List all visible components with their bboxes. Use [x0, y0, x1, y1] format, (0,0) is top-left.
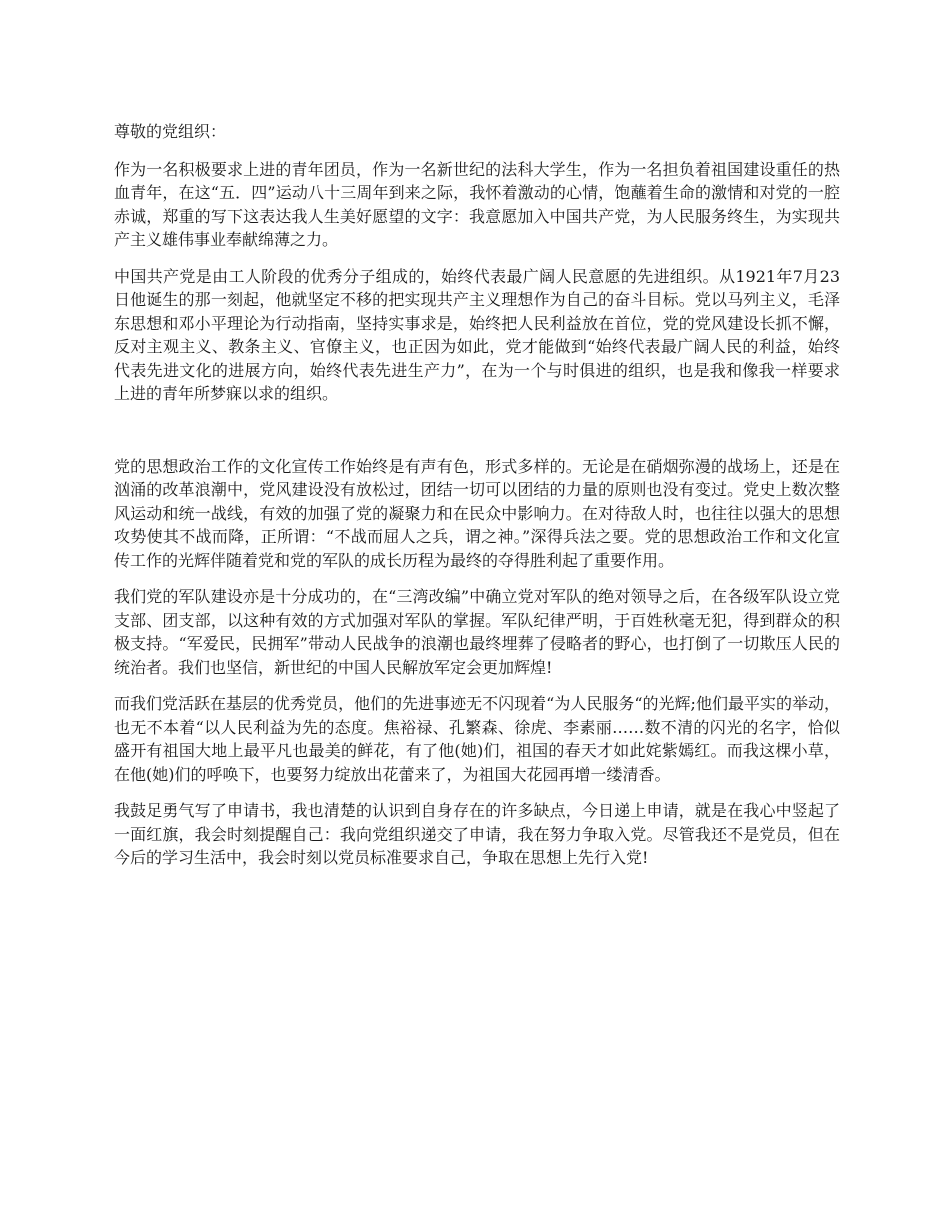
paragraph-party-description: 中国共产党是由工人阶段的优秀分子组成的，始终代表最广阔人民意愿的先进组织。从1921年7月23日他诞生的那一刻起，他就坚定不移的把实现共产主义理想作为自己的奋斗目标。党以马列主义，毛泽东思想和邓小平理论为行动指南，坚持实事求是，始终把人民利益放在首位，党的党风建设长抓不懈，反对主观主义、教条主义、官僚主义，也正因为如此，党才能做到“始终代表最广阔人民的利益，始终代表先进文化的进展方向，始终代表先进生产力”，在为一个与时俱进的组织，也是我和像我一样要求上进的青年所梦寐以求的组织。	[114, 266, 840, 403]
letter-document	[114, 120, 840, 883]
section-gap	[114, 419, 840, 455]
paragraph-army-building: 我们党的军队建设亦是十分成功的，在“三湾改编”中确立党对军队的绝对领导之后，在各级军队设立党支部、团支部，以这种有效的方式加强对军队的掌握。军队纪律严明，于百姓秋毫无犯，得到群众的积极支持。“军爱民，民拥军”带动人民战争的浪潮也最终埋葬了侵略者的野心，也打倒了一切欺压人民的统治者。我们也坚信，新世纪的中国人民解放军定会更加辉煌!	[114, 587, 840, 677]
paragraph-ideological-work: 党的思想政治工作的文化宣传工作始终是有声有色，形式多样的。无论是在硝烟弥漫的战场上，还是在汹涌的改革浪潮中，党风建设没有放松过，团结一切可以团结的力量的原则也没有变过。党史上数次整风运动和统一战线，有效的加强了党的凝聚力和在民众中影响力。在对待敌人时，也往往以强大的思想攻势使其不战而降，正所谓：“不战而屈人之兵，谓之神。”深得兵法之要。党的思想政治工作和文化宣传工作的光辉伴随着党和党的军队的成长历程为最终的夺得胜利起了重要作用。	[114, 456, 840, 570]
paragraph-intro: 作为一名积极要求上进的青年团员，作为一名新世纪的法科大学生，作为一名担负着祖国建设重任的热血青年，在这“五．四”运动八十三周年到来之际，我怀着激动的心情，饱蘸着生命的激情和对党的一腔赤诚，郑重的写下这表达我人生美好愿望的文字：我意愿加入中国共产党，为人民服务终生，为实现共产主义雄伟事业奉献绵薄之力。	[114, 159, 840, 249]
paragraph-conclusion: 我鼓足勇气写了申请书，我也清楚的认识到自身存在的许多缺点，今日递上申请，就是在我心中竖起了一面红旗，我会时刻提醒自己：我向党组织递交了申请，我在努力争取入党。尽管我还不是党员，但在今后的学习生活中，我会时刻以党员标准要求自己，争取在思想上先行入党!	[114, 801, 840, 867]
paragraph-grassroots-members: 而我们党活跃在基层的优秀党员，他们的先进事迹无不闪现着“为人民服务“的光辉;他们最平实的举动，也无不本着“以人民利益为先的态度。焦裕禄、孔繁森、徐虎、李素丽……数不清的闪光的名字，恰似盛开有祖国大地上最平凡也最美的鲜花，有了他(她)们，祖国的春天才如此姹紫嫣红。而我这棵小草，在他(她)们的呼唤下，也要努力绽放出花蕾来了，为祖国大花园再增一缕清香。	[114, 694, 840, 784]
salutation: 尊敬的党组织：	[114, 122, 227, 141]
